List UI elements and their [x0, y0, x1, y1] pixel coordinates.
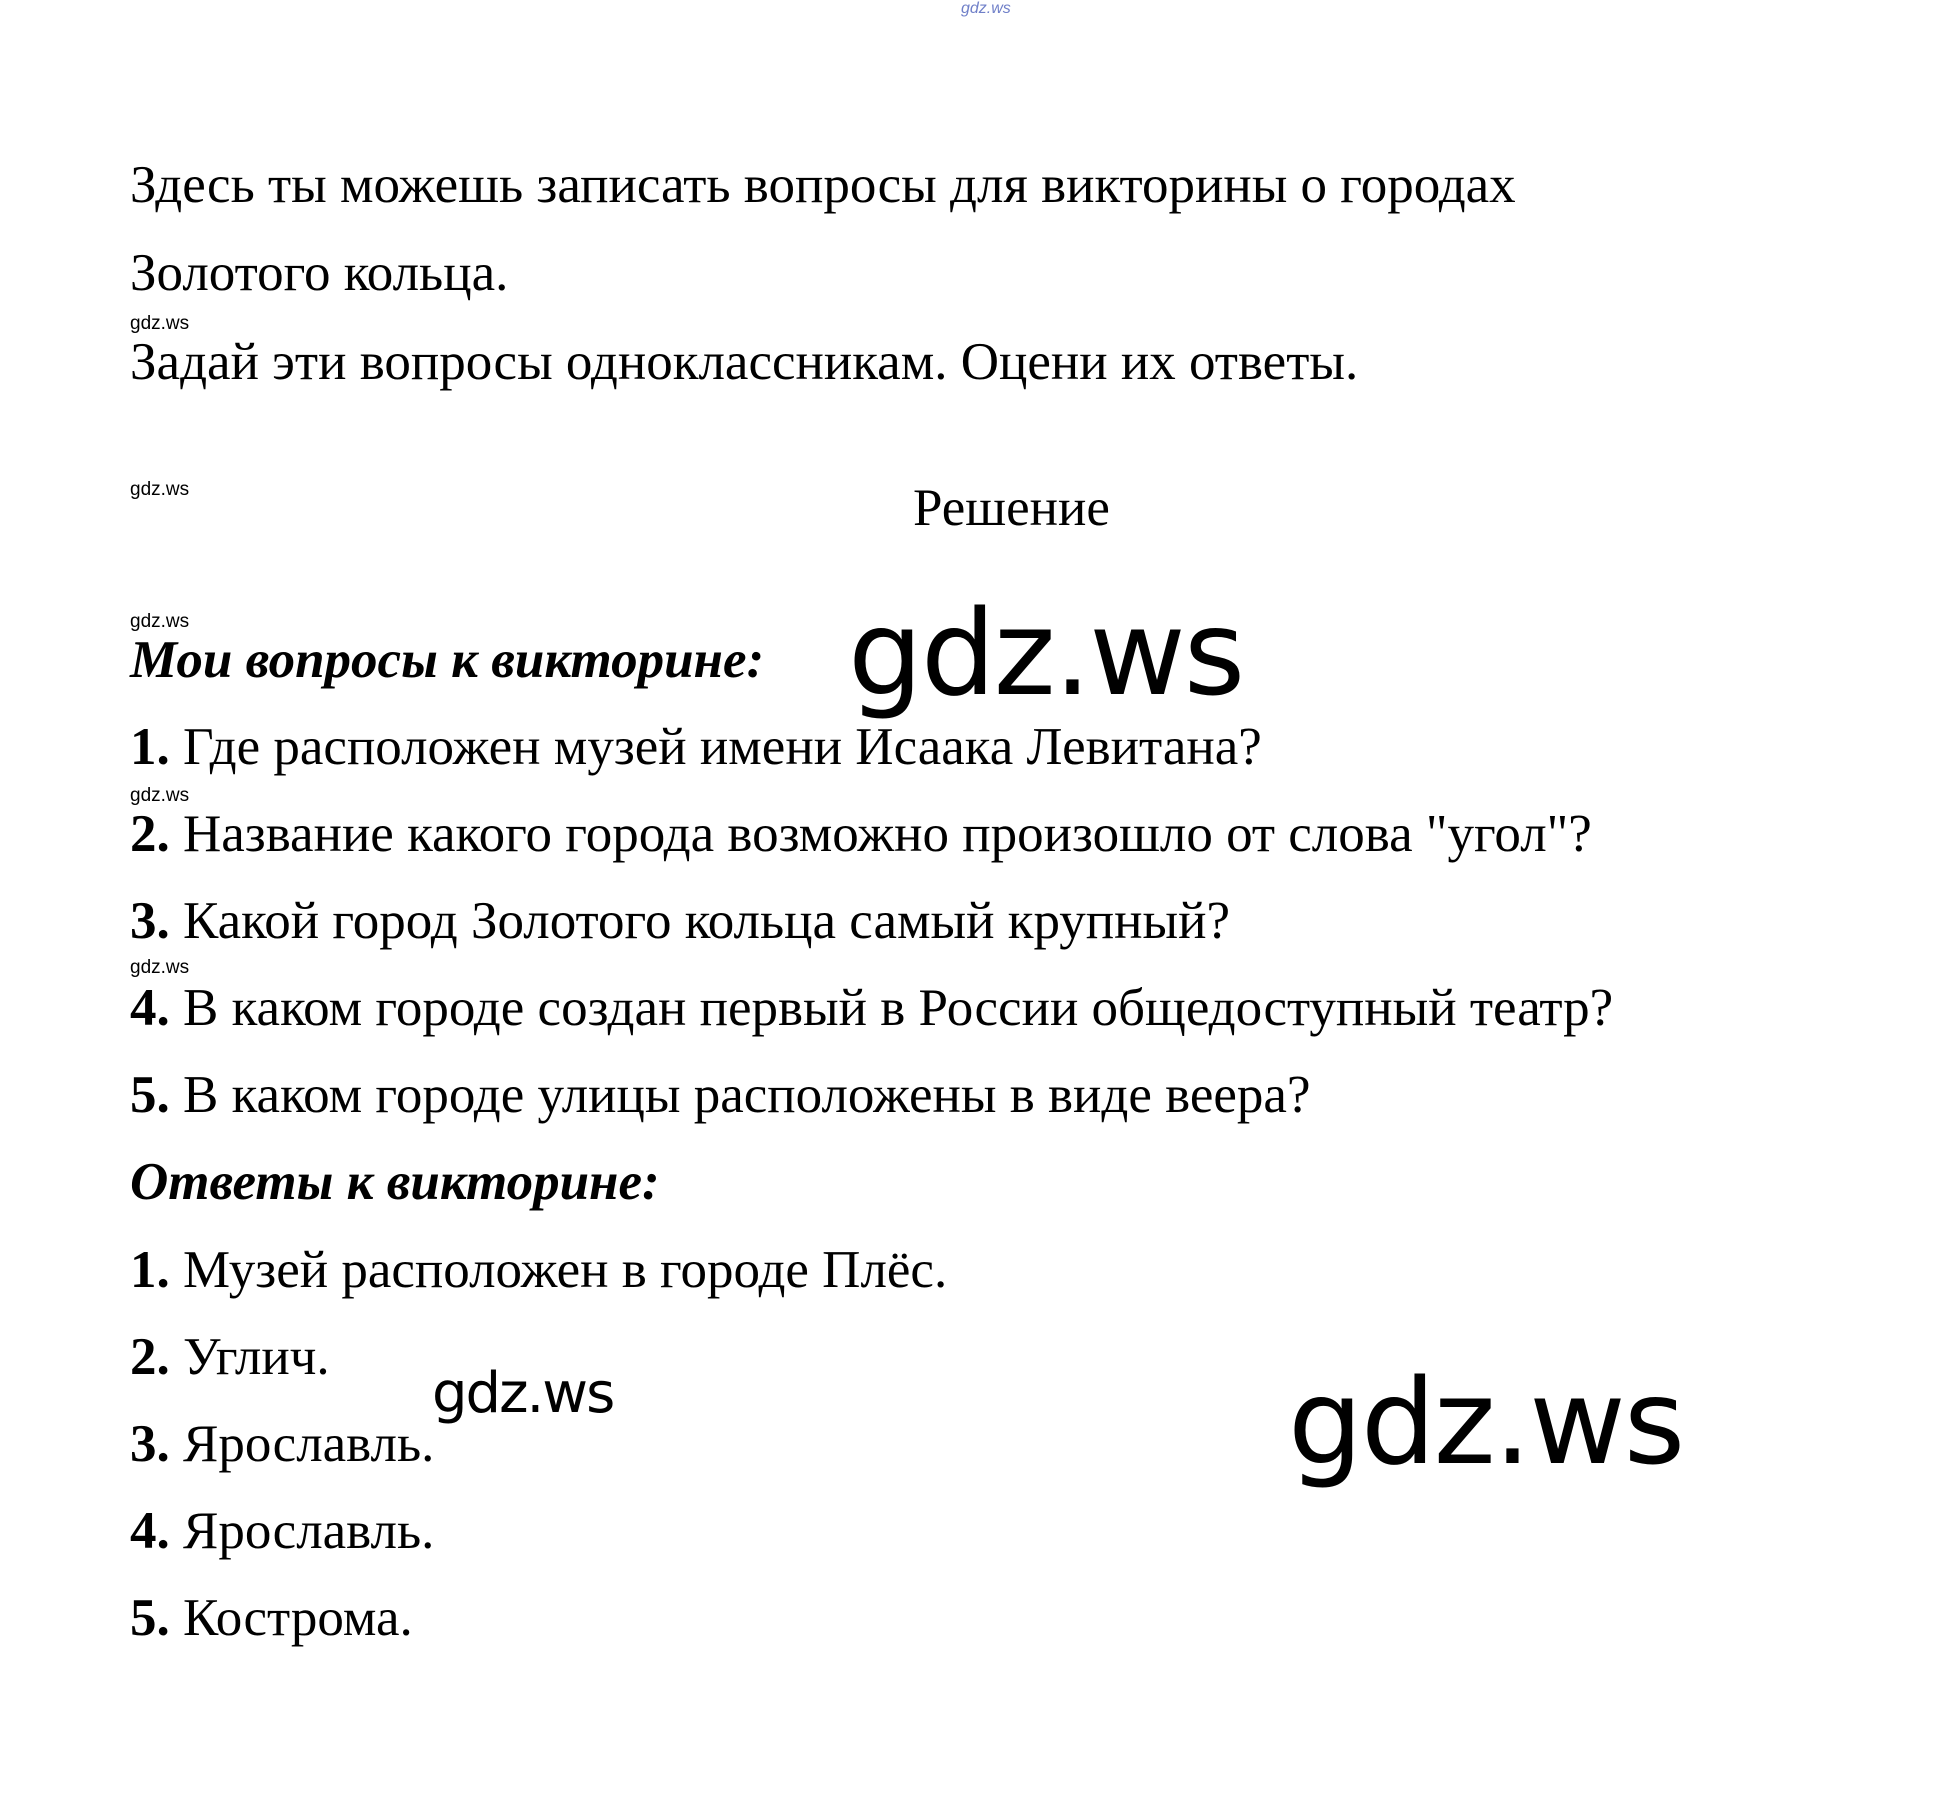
answer-number: 2.: [130, 1328, 170, 1386]
small-watermark: gdz.ws: [130, 611, 190, 632]
answer-text: Кострома.: [169, 1589, 413, 1647]
answer-item-2: [130, 1327, 330, 1387]
small-watermark: gdz.ws: [130, 313, 190, 334]
question-number: 1.: [130, 718, 170, 776]
answer-item-3: [130, 1414, 434, 1474]
answer-number: 5.: [130, 1589, 170, 1647]
intro-line-1: Здесь ты можешь записать вопросы для викторины о городах: [130, 156, 1516, 214]
question-item-5: [130, 1065, 1310, 1125]
question-text: Название какого города возможно произошло от слова "угол"?: [169, 805, 1592, 863]
small-watermark: gdz.ws: [130, 785, 190, 806]
intro-line-2: Золотого кольца.: [130, 244, 509, 302]
top-watermark: gdz.ws: [961, 0, 1011, 17]
answer-number: 4.: [130, 1502, 170, 1560]
question-text: В каком городе создан первый в России общедоступный театр?: [169, 979, 1614, 1037]
small-watermark: gdz.ws: [130, 957, 190, 978]
answer-text: Музей расположен в городе Плёс.: [169, 1241, 948, 1299]
question-item-3: [130, 891, 1230, 951]
question-item-2: [130, 804, 1592, 864]
answer-text: Ярославль.: [169, 1415, 435, 1473]
intro-line-3: Задай эти вопросы одноклассникам. Оцени их ответы.: [130, 333, 1359, 391]
answer-item-4: [130, 1501, 434, 1561]
question-item-4: [130, 978, 1613, 1038]
large-watermark: gdz.ws: [1288, 1353, 1684, 1491]
answer-item-5: [130, 1588, 413, 1648]
question-item-1: [130, 717, 1262, 777]
question-number: 5.: [130, 1066, 170, 1124]
answer-item-1: [130, 1240, 947, 1300]
solution-title: Решение: [913, 479, 1110, 537]
small-watermark: gdz.ws: [130, 479, 190, 500]
answer-number: 1.: [130, 1241, 170, 1299]
answer-text: Углич.: [169, 1328, 330, 1386]
question-number: 3.: [130, 892, 170, 950]
answers-heading: Ответы к викторине:: [130, 1153, 660, 1211]
answer-text: Ярославль.: [169, 1502, 435, 1560]
question-number: 2.: [130, 805, 170, 863]
question-text: В каком городе улицы расположены в виде веера?: [169, 1066, 1311, 1124]
question-text: Какой город Золотого кольца самый крупный?: [169, 892, 1231, 950]
questions-heading: Мои вопросы к викторине:: [130, 631, 765, 689]
question-text: Где расположен музей имени Исаака Левитана?: [169, 718, 1262, 776]
medium-watermark: gdz.ws: [432, 1361, 614, 1426]
large-watermark: gdz.ws: [848, 584, 1244, 722]
question-number: 4.: [130, 979, 170, 1037]
answer-number: 3.: [130, 1415, 170, 1473]
